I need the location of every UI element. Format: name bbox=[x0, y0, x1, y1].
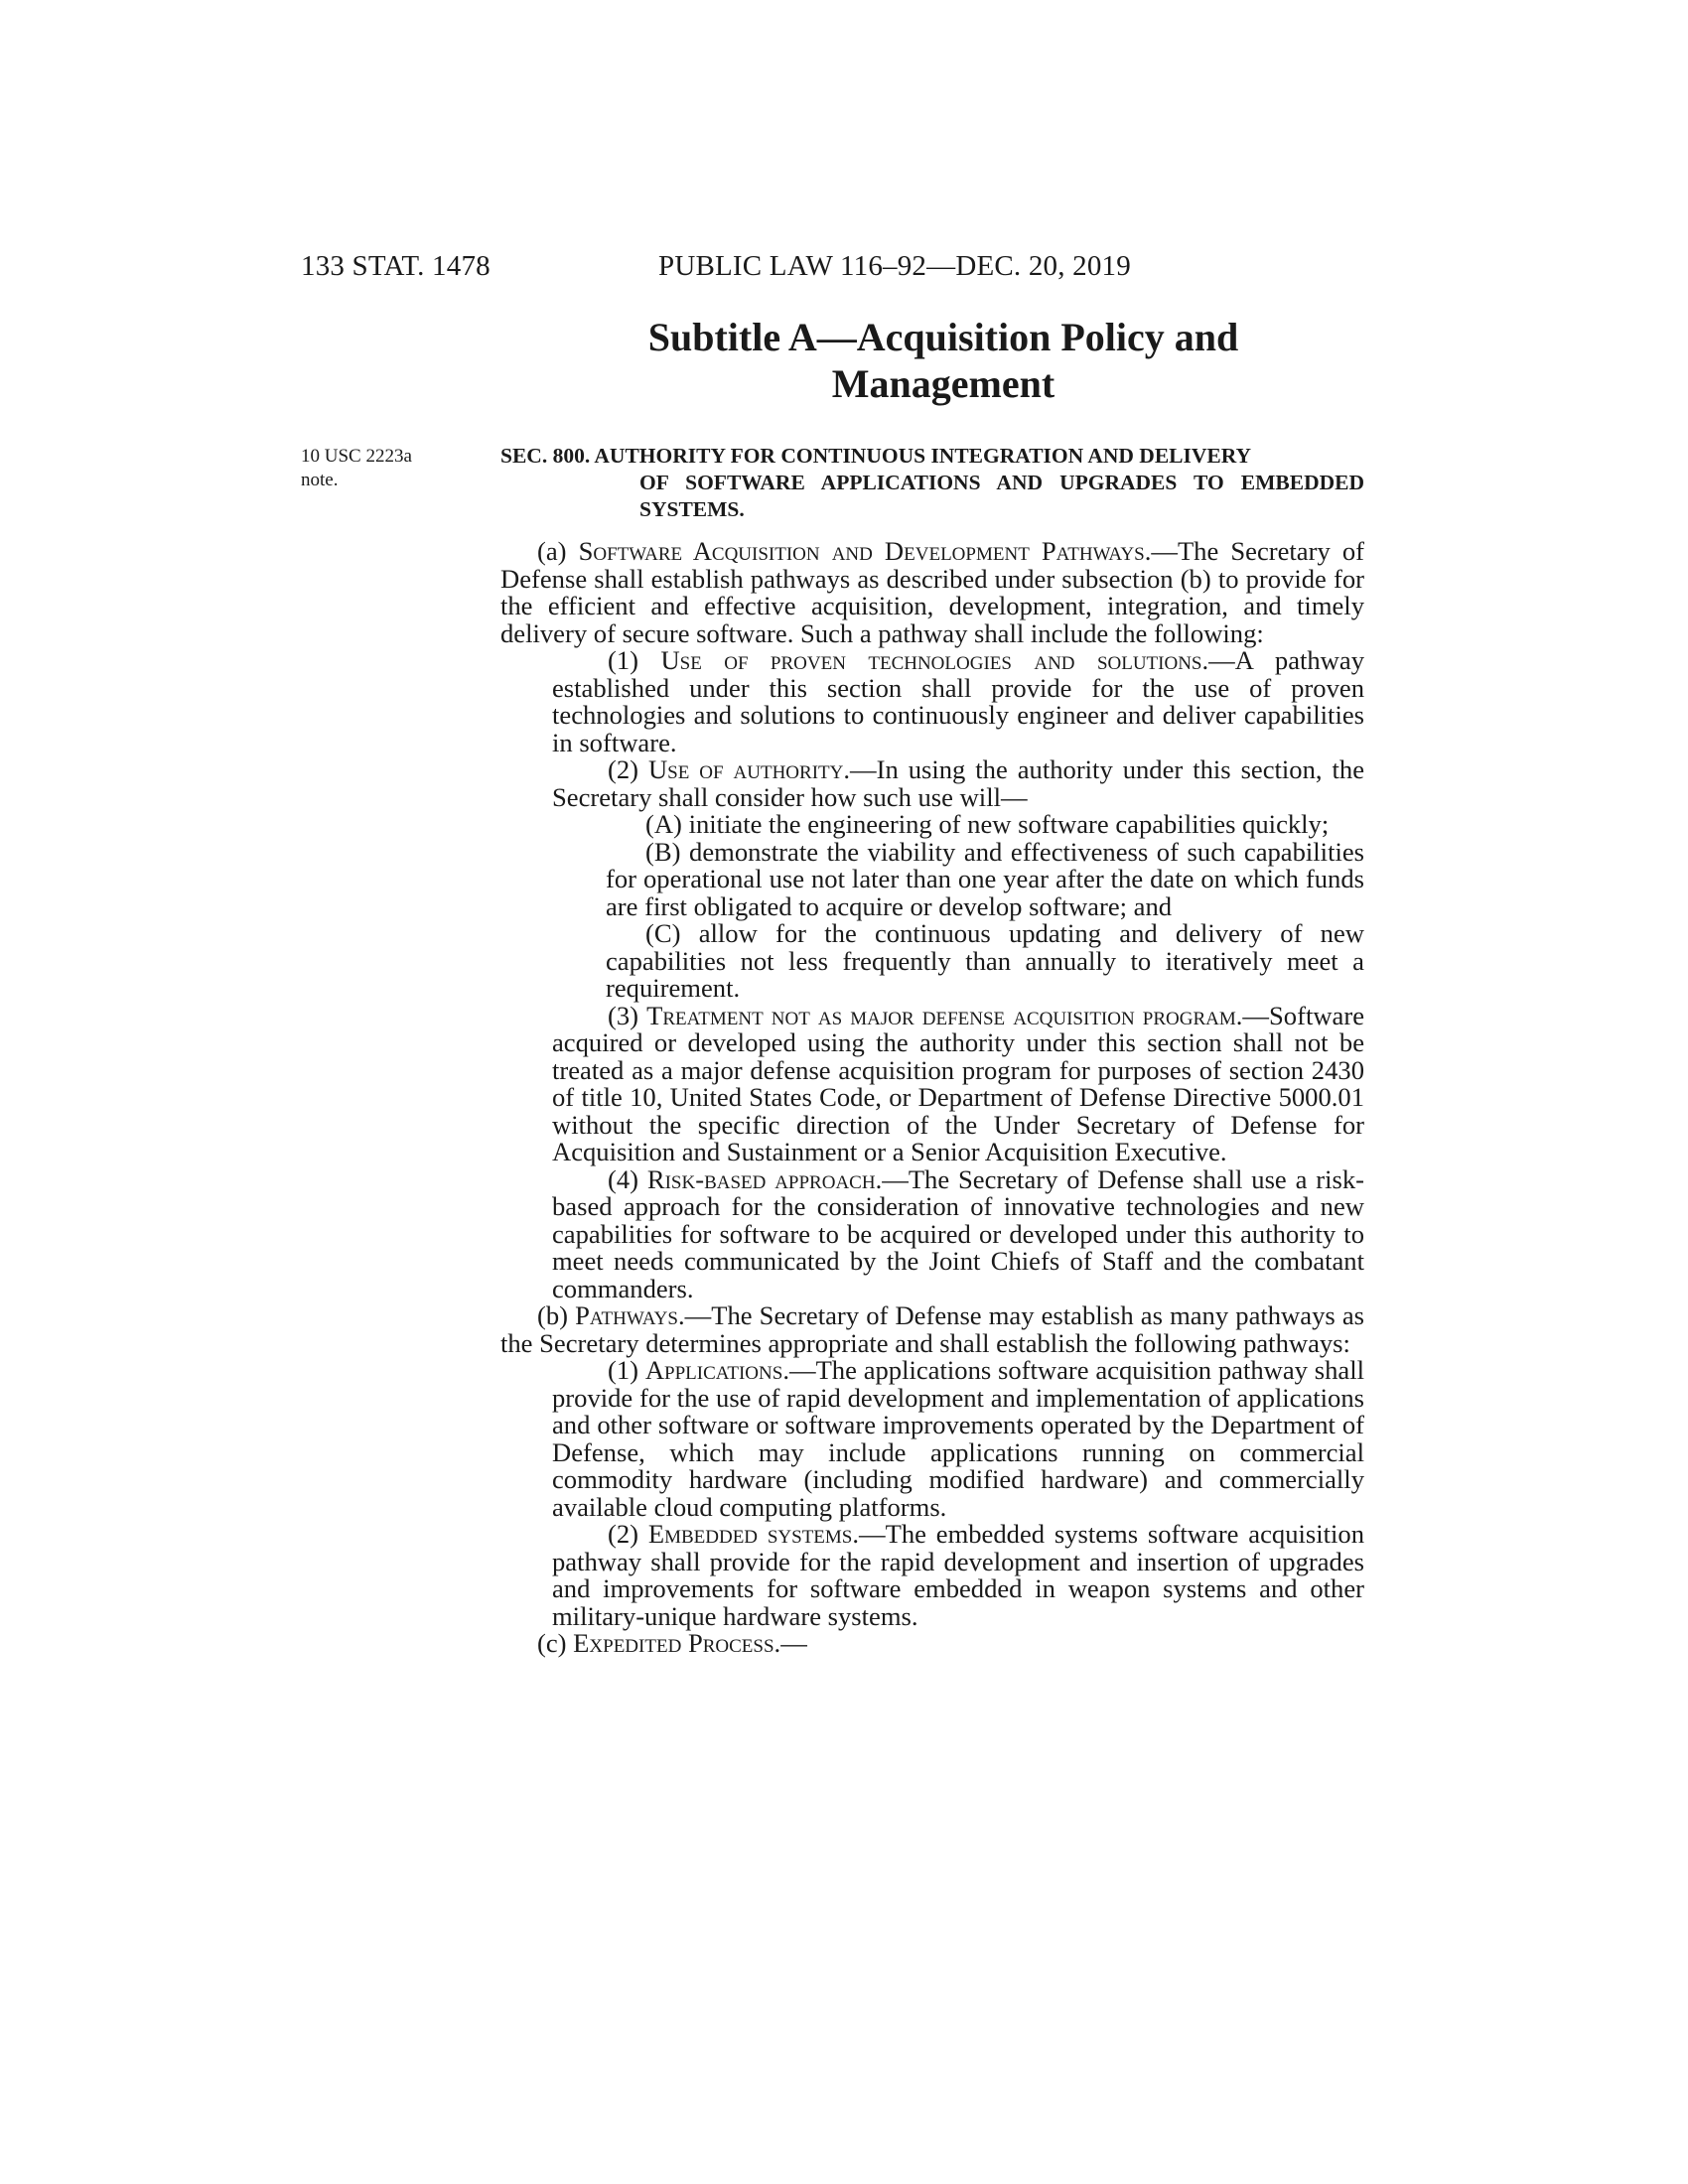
paragraph-label: (4) bbox=[608, 1163, 647, 1194]
subsection-b-paragraph-2 bbox=[552, 1521, 1364, 1630]
subsection-a-paragraph-4 bbox=[552, 1163, 1364, 1303]
paragraph-caption: Embedded systems. bbox=[647, 1519, 860, 1549]
paragraph-text: —A pathway established under this section shall provide for the use of proven technologies and solutions to continuously engineer and deliver capabilities in software. bbox=[552, 645, 1364, 757]
paragraph-label: (3) bbox=[608, 1000, 647, 1030]
paragraph-label: (1) bbox=[608, 645, 661, 675]
subsection-a-text: —The Secretary of Defense shall establish pathways as described under subsection (b) to provide for the efficient and effective acquisition, development, integration, and timely delivery of secure software. Such a pathway shall include the following: bbox=[500, 536, 1364, 648]
clause-a: (A) initiate the engineering of new software capabilities quickly; bbox=[645, 809, 1330, 839]
margin-citation-note bbox=[301, 445, 450, 492]
paragraph-text: —The embedded systems software acquisition pathway shall provide for the rapid development and insertion of upgrades and improvements for software embedded in weapon systems and other military-unique hardware systems. bbox=[552, 1519, 1364, 1631]
subsection-b-caption: Pathways. bbox=[575, 1300, 685, 1330]
subsection-a-paragraph-3 bbox=[552, 1000, 1364, 1166]
clause-b: (B) demonstrate the viability and effectiveness of such capabilities for operational use not later than one year after the date on which funds are first obligated to acquire or develop software; and bbox=[606, 836, 1364, 921]
paragraph-caption: Use of authority. bbox=[647, 754, 851, 784]
subsection-b-label: (b) bbox=[537, 1300, 576, 1330]
section-heading bbox=[500, 443, 1364, 523]
subsection-b-text: —The Secretary of Defense may establish as many pathways as the Secretary determines appropriate and shall establish the following pathways: bbox=[500, 1300, 1364, 1358]
subtitle-line-1: Subtitle A—Acquisition Policy and bbox=[647, 315, 1239, 359]
section-heading-first-line: SEC. 800. AUTHORITY FOR CONTINUOUS INTEGRATION AND DELIVERY bbox=[500, 444, 1252, 468]
subtitle-line-2: Management bbox=[831, 361, 1055, 406]
paragraph-caption: Applications. bbox=[644, 1355, 789, 1385]
subsection-a-paragraph-2 bbox=[552, 756, 1364, 811]
paragraph-text: —The Secretary of Defense shall use a risk-based approach for the consideration of innovative technologies and new capabilities for software to be acquired or developed under this authority to meet needs communicated by the Joint Chiefs of Staff and the combatant commanders. bbox=[552, 1163, 1364, 1303]
paragraph-text: —In using the authority under this section, the Secretary shall consider how such use will— bbox=[552, 754, 1364, 812]
subsection-b bbox=[500, 1302, 1364, 1357]
paragraph-label: (2) bbox=[608, 1519, 648, 1549]
section-heading-continuation: OF SOFTWARE APPLICATIONS AND UPGRADES TO EMBEDDED SYSTEMS. bbox=[639, 471, 1364, 521]
subsection-a-caption: Software Acquisition and Development Pathways. bbox=[578, 536, 1152, 566]
paragraph-label: (2) bbox=[608, 754, 648, 784]
running-header: PUBLIC LAW 116–92—DEC. 20, 2019 bbox=[658, 250, 1131, 282]
paragraph-caption: Use of proven technologies and solutions. bbox=[660, 645, 1209, 675]
clause-c: (C) allow for the continuous updating and delivery of new capabilities not less frequently than annually to iteratively meet a requirement. bbox=[606, 918, 1364, 1003]
subsection-c-text: — bbox=[780, 1628, 807, 1658]
section-body bbox=[500, 538, 1364, 1658]
subsection-c bbox=[500, 1630, 1364, 1658]
subsection-a-label: (a) bbox=[537, 536, 579, 566]
subtitle-heading bbox=[526, 314, 1360, 407]
paragraph-caption: Treatment not as major defense acquisition program. bbox=[646, 1000, 1243, 1030]
paragraph-caption: Risk-based approach. bbox=[646, 1163, 883, 1194]
subsection-a bbox=[500, 538, 1364, 647]
paragraph-text: —The applications software acquisition pathway shall provide for the use of rapid development and implementation of applications and other software or software improvements operated by the Department of Defense, which may include applications running on commercial commodity hardware (including modified hardware) and commercially available cloud computing platforms. bbox=[552, 1355, 1364, 1522]
subsection-c-label: (c) bbox=[537, 1628, 574, 1658]
paragraph-label: (1) bbox=[608, 1355, 645, 1385]
page-reference: 133 STAT. 1478 bbox=[301, 250, 491, 282]
margin-note-line-1: 10 USC 2223a bbox=[301, 446, 412, 467]
subsection-a-paragraph-1 bbox=[552, 647, 1364, 756]
margin-note-line-2: note. bbox=[301, 470, 339, 490]
subsection-c-caption: Expedited Process. bbox=[573, 1628, 781, 1658]
subsection-b-paragraph-1 bbox=[552, 1357, 1364, 1521]
paragraph-text: —Software acquired or developed using the authority under this section shall not be treated as a major defense acquisition program for purposes of section 2430 of title 10, United States Code, or Department of Defense Directive 5000.01 without the specific direction of the Under Secretary of Defense for Acquisition and Sustainment or a Senior Acquisition Executive. bbox=[552, 1000, 1364, 1166]
